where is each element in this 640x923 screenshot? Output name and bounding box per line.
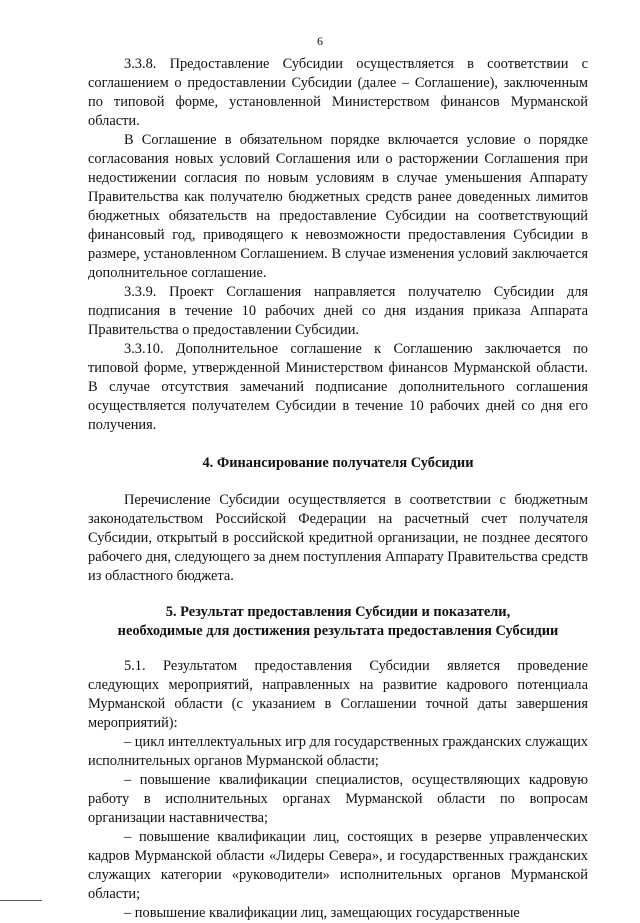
paragraph-3-3-10: 3.3.10. Дополнительное соглашение к Соглашению заключается по типовой форме, утвержденной Министерством финансов Мурманской области. В случае отсутствия замечаний подписание дополнительного соглашения осуществляется получателем Субсидии в течение 10 рабочих дней со дня его получения. bbox=[88, 341, 588, 433]
section-5-heading-line-2: необходимые для достижения результата предоставления Субсидии bbox=[117, 623, 559, 639]
page-number: 6 bbox=[317, 34, 323, 48]
paragraph-3-3-8: 3.3.8. Предоставление Субсидии осуществляется в соответствии с соглашением о предоставлении Субсидии (далее – Соглашение), заключенным по типовой форме, установленной Министерством финансов Мурманской области. bbox=[88, 56, 588, 129]
list-item: – повышение квалификации лиц, замещающих государственные bbox=[124, 905, 520, 921]
section-5-heading bbox=[88, 603, 588, 641]
paragraph-5-1: 5.1. Результатом предоставления Субсидии является проведение следующих мероприятий, направленных на развитие кадрового потенциала Мурманской области (с указанием в Соглашении точной даты завершения мероприятий): bbox=[88, 658, 588, 731]
list-item: – повышение квалификации специалистов, осуществляющих кадровую работу в исполнительных органах Мурманской области по вопросам организации наставничества; bbox=[88, 772, 588, 826]
section-5-heading-line-1: 5. Результат предоставления Субсидии и показатели, bbox=[165, 604, 511, 620]
paragraph-3-3-9: 3.3.9. Проект Соглашения направляется получателю Субсидии для подписания в течение 10 рабочих дней со дня издания приказа Аппарата Правительства о предоставлении Субсидии. bbox=[88, 284, 588, 338]
section-4-paragraph: Перечисление Субсидии осуществляется в соответствии с бюджетным законодательством Российской Федерации на расчетный счет получателя Субсидии, открытый в российской кредитной организации, не позднее десятого рабочего дня, следующего за днем поступления Аппарату Правительства средств из областного бюджета. bbox=[88, 492, 588, 584]
document-body bbox=[88, 55, 588, 923]
list-item: – повышение квалификации лиц, состоящих в резерве управленческих кадров Мурманской области «Лидеры Севера», и государственных гражданских служащих категории «руководители» исполнительных органов Мурманской области; bbox=[88, 829, 588, 902]
section-4-heading: 4. Финансирование получателя Субсидии bbox=[202, 455, 474, 471]
paragraph-agreement-conditions: В Соглашение в обязательном порядке включается условие о порядке согласования новых условий Соглашения или о расторжении Соглашения при недостижении согласия по новым условиям в случае уменьшения Аппарату Правительства как получателю бюджетных средств ранее доведенных лимитов бюджетных обязательств на предоставление Субсидии на соответствующий финансовый год, приводящего к невозможности предоставления Субсидии в размере, установленном Соглашением. В случае изменения условий заключается дополнительное соглашение. bbox=[88, 132, 588, 281]
list-item: – цикл интеллектуальных игр для государственных гражданских служащих исполнительных органов Мурманской области; bbox=[88, 734, 588, 769]
footer-rule bbox=[0, 900, 42, 901]
